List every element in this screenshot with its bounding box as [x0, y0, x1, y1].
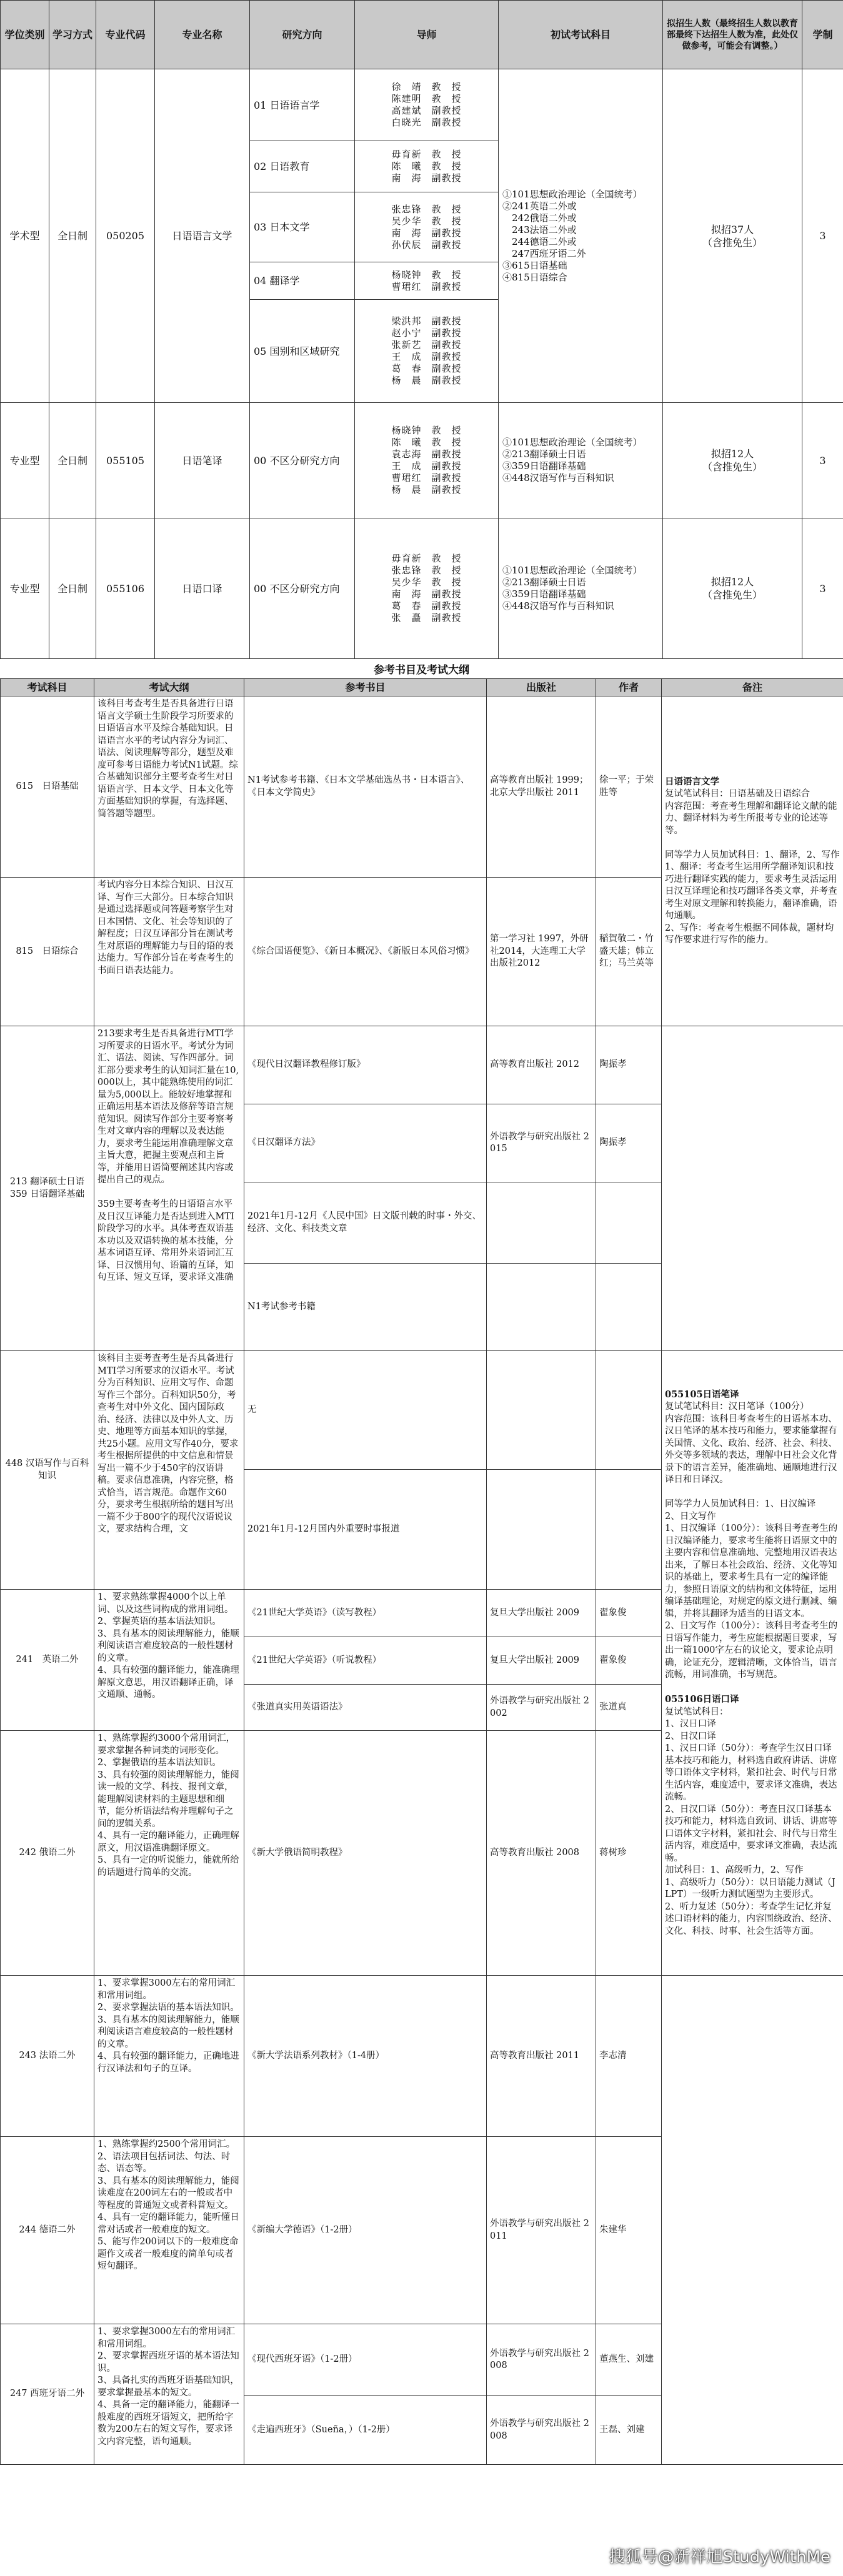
exam-subject: 242 俄语二外 — [1, 1731, 94, 1976]
reference-book: 《21世纪大学英语》（读写教程） — [244, 1590, 487, 1637]
reference-book: N1考试参考书籍 — [244, 1264, 487, 1351]
note-body: 复试笔试科目：汉日笔译（100分） 内容范围：该科目考查考生的日语基本功、汉日笔译的基本技巧和能力，要求能掌握有关国情、文化、政治、经济、社会、科技、外交等多领域的表达，理解中日社会文化背景下的语言差异，能准确地、通顺地进行汉译日和日译汉。 同等学力人员加试科目：1、日汉编译 2、日文写作 1、日汉编译（100分）：该科目考查考生的日汉编译能力，要求考生能将日语原文中的主要内容和信息准确地、完整地用汉语表达出来，了解日本社会政治、经济、文化等知识的基础上，要求考生具有一定的编译能力，参照日语原文的结构和文体特征，运用编译基础理论，对规定的原文进行删减、编辑，并将其翻译为适当的日语文本。 2、日文写作（100分）：该科目考查考生的日语写作能力，考生应能根据题目要求，写出一篇1000字左右的议论文，要求论点明确，论证充分，逻辑清晰，文体恰当，语言流畅，用词准确，书写规范。 — [665, 1402, 838, 1680]
years: 3 — [802, 518, 843, 659]
author — [596, 1470, 662, 1590]
exam-subject: 448 汉语写作与百科知识 — [1, 1351, 94, 1590]
author: 翟象俊 — [596, 1590, 662, 1637]
supervisor-list: 杨晓钟 教 授 陈 曦 教 授 袁志海 副教授 王 成 副教授 曹珺红 副教授 杨 晨 副教授 — [355, 403, 499, 518]
reference-book: 《新编大学德语》（1-2册） — [244, 2137, 487, 2324]
reference-book: 《新大学俄语简明教程》 — [244, 1731, 487, 1976]
note-heading: 055106日语口译 — [665, 1694, 739, 1705]
exam-subject: 244 德语二外 — [1, 2137, 94, 2324]
reference-book: 2021年1月-12月《人民中国》日文版刊载的时事・外交、经济、文化、科技类文章 — [244, 1182, 487, 1264]
research-direction: 05 国别和区域研究 — [250, 300, 355, 403]
exam-outline: 1、熟练掌握约3000个常用词汇，要求掌握各种词类的词形变化。 2、掌握俄语的基本语法知识。 3、具有较强的阅读理解能力，能阅读一般的文学、科技、报刊文章，能理解阅读材料的主题思想和细节，能分析语法结构并理解句子之间的逻辑关系。 4、具有一定的翻译能力，正确理解原文，用汉语准确翻译原文。 5、具有一定的听说能力，能就所给的话题进行简单的交流。 — [94, 1731, 244, 1976]
enrollment: 拟招12人 （含推免生） — [663, 518, 802, 659]
program-row — [1, 518, 843, 659]
years: 3 — [802, 69, 843, 403]
publisher: 外语教学与研究出版社 2008 — [487, 2324, 596, 2396]
reference-book: 《日汉翻译方法》 — [244, 1104, 487, 1182]
study-mode: 全日制 — [49, 403, 96, 518]
supervisor-list: 杨晓钟 教 授 曹珺红 副教授 — [355, 262, 499, 300]
header-outline: 考试大纲 — [94, 679, 244, 696]
major-code: 055105 — [96, 403, 155, 518]
note-empty — [662, 1026, 843, 1351]
header-subject: 考试科目 — [1, 679, 94, 696]
header-research-direction: 研究方向 — [250, 1, 355, 69]
author — [596, 1264, 662, 1351]
supervisor-list: 张忠锋 教 授 吴少华 教 授 南 海 副教授 孙伏辰 副教授 — [355, 192, 499, 262]
header-enrollment: 拟招生人数（最终招生人数以教育部最终下达招生人数为准，此处仅做参考，可能会有调整。） — [663, 1, 802, 69]
research-direction: 01 日语语言学 — [250, 69, 355, 141]
reference-book: 《现代日汉翻译教程修订版》 — [244, 1026, 487, 1104]
research-direction: 04 翻译学 — [250, 262, 355, 300]
publisher: 复旦大学出版社 2009 — [487, 1590, 596, 1637]
supervisor-list: 梁洪邦 副教授 赵小宁 副教授 张新艺 副教授 王 成 副教授 葛 春 副教授 杨 晨 副教授 — [355, 300, 499, 403]
publisher — [487, 1264, 596, 1351]
exam-outline: 1、要求掌握3000左右的常用词汇和常用词组。 2、要求掌握法语的基本语法知识。 3、具有基本的阅读理解能力，能顺利阅读语言难度较高的一般性题材的文章。 4、具有较强的翻译能力，正确地进行汉译法和句子的互译。 — [94, 1976, 244, 2137]
major-code: 050205 — [96, 69, 155, 403]
reference-row — [1, 1976, 843, 2137]
author — [596, 1182, 662, 1264]
reference-book: 2021年1月-12月国内外重要时事报道 — [244, 1470, 487, 1590]
publisher: 高等教育出版社 2012 — [487, 1026, 596, 1104]
years: 3 — [802, 403, 843, 518]
study-mode: 全日制 — [49, 518, 96, 659]
reference-book: 《新大学法语系列教材》（1-4册） — [244, 1976, 487, 2137]
header-books: 参考书目 — [244, 679, 487, 696]
publisher: 高等教育出版社 2011 — [487, 1976, 596, 2137]
reference-book: 《现代西班牙语》（1-2册） — [244, 2324, 487, 2396]
exam-outline: 该科目主要考查考生是否具备进行MTI学习所要求的汉语水平。考试分为百科知识、应用文写作、命题写作三个部分。百科知识50分，考查考生对中外文化、国内国际政治、经济、法律以及中外人文、历史、地理等方面基本知识的掌握，共25小题。应用文写作40分，要求考生根据所提供的中文信息和情景写出一篇不少于450字的汉语讲稿。要求信息准确，内容完整，格式恰当，语言规范。命题作文60分，要求考生根据所给的题目写出一篇不少于800字的现代汉语说议文，要求结构合理，文 — [94, 1351, 244, 1590]
note-mti — [662, 1351, 843, 1976]
major-name: 日语口译 — [155, 518, 250, 659]
reference-book: 《张道真实用英语语法》 — [244, 1685, 487, 1731]
publisher: 外语教学与研究出版社 2002 — [487, 1685, 596, 1731]
header-major-name: 专业名称 — [155, 1, 250, 69]
program-row — [1, 403, 843, 518]
exam-subjects: ①101思想政治理论（全国统考） ②241英语二外或 242俄语二外或 243法语二外或 244德语二外或 247西班牙语二外 ③615日语基础 ④815日语综合 — [499, 69, 663, 403]
author: 稲賀敬二・竹盛天雄；韩立红；马兰英等 — [596, 878, 662, 1026]
publisher: 第一学习社 1997，外研社2014，大连理工大学出版社2012 — [487, 878, 596, 1026]
reference-row — [1, 696, 843, 878]
exam-subjects: ①101思想政治理论（全国统考） ②213翻译硕士日语 ③359日语翻译基础 ④448汉语写作与百科知识 — [499, 518, 663, 659]
supervisor-list: 毋育新 教 授 张忠锋 教 授 吴少华 教 授 南 海 副教授 葛 春 副教授 张 矗 副教授 — [355, 518, 499, 659]
programs-table — [0, 0, 843, 659]
exam-subject: 213 翻译硕士日语 359 日语翻译基础 — [1, 1026, 94, 1351]
references-header-row — [1, 679, 843, 696]
publisher — [487, 1182, 596, 1264]
publisher: 高等教育出版社 2008 — [487, 1731, 596, 1976]
study-mode: 全日制 — [49, 69, 96, 403]
research-direction: 03 日本文学 — [250, 192, 355, 262]
publisher — [487, 1470, 596, 1590]
reference-book: 《综合国语便览》、《新日本概况》、《新版日本风俗习惯》 — [244, 878, 487, 1026]
publisher: 外语教学与研究出版社 2008 — [487, 2396, 596, 2465]
author — [596, 1351, 662, 1470]
author: 李志清 — [596, 1976, 662, 2137]
header-degree-type: 学位类别 — [1, 1, 49, 69]
exam-subject: 615 日语基础 — [1, 696, 94, 878]
header-publisher: 出版社 — [487, 679, 596, 696]
exam-subject: 247 西班牙语二外 — [1, 2324, 94, 2465]
research-direction: 00 不区分研究方向 — [250, 403, 355, 518]
author: 王磊、刘建 — [596, 2396, 662, 2465]
references-section-title: 参考书目及考试大纲 — [374, 664, 469, 676]
reference-row — [1, 1351, 843, 1470]
major-name: 日语笔译 — [155, 403, 250, 518]
degree-type: 专业型 — [1, 403, 49, 518]
exam-outline: 1、要求熟练掌握4000个以上单词、以及这些词构成的常用词组。 2、掌握英语的基本语法知识。 3、具有基本的阅读理解能力，能顺利阅读语言难度较高的一般性题材的文章。 4、具有较强的翻译能力，能准确理解原文意思，用汉语翻译正确，译文通顺、通畅。 — [94, 1590, 244, 1731]
author: 张道真 — [596, 1685, 662, 1731]
author: 陶振孝 — [596, 1104, 662, 1182]
author: 陶振孝 — [596, 1026, 662, 1104]
header-note: 备注 — [662, 679, 843, 696]
enrollment: 拟招37人 （含推免生） — [663, 69, 802, 403]
publisher: 复旦大学出版社 2009 — [487, 1637, 596, 1685]
enrollment: 拟招12人 （含推免生） — [663, 403, 802, 518]
author: 徐一平；于荣胜等 — [596, 696, 662, 878]
references-table — [0, 678, 843, 2465]
reference-book: 《走遍西班牙》（Sueña，）（1-2册） — [244, 2396, 487, 2465]
major-code: 055106 — [96, 518, 155, 659]
exam-outline: 1、要求掌握3000左右的常用词汇和常用词组。 2、要求掌握西班牙语的基本语法知识。 3、具备扎实的西班牙语基础知识，要求掌握最基本的短文。 4、具备一定的翻译能力，能翻译一般难度的西班牙语短文，把所给字数为200左右的短文写作，要求译文内容完整，语句通顺。 — [94, 2324, 244, 2465]
exam-subject: 241 英语二外 — [1, 1590, 94, 1731]
note-heading: 日语语言文学 — [665, 776, 719, 787]
note-body: 复试笔试科目：日语基础及日语综合 内容范围：考查考生理解和翻译论文献的能力、翻译材料为考生所报考专业的论述等等。 同等学力人员加试科目：1、翻译，2、写作 1、翻译：考查考生运用所学翻译知识和技巧进行翻译实践的能力，要求考生灵活运用日汉互译理论和技巧翻译各类文章，并考查考生对原文理解和转换能力，翻译准确，语句通顺。 2、写作：考查考生根据不同体裁，题材均写作要求进行写作的能力。 — [665, 789, 840, 945]
exam-outline: 213要求考生是否具备进行MTI学习所要求的日语水平。考试分为词汇、语法、阅读、写作四部分。词汇部分要求考生的认知词汇量在10,000以上，其中能熟练使用的词汇量为5,000以上。能较好地掌握和正确运用基本语法及修辞等语言规范知识。阅读写作部分主要考察考生对文章内容的理解以及表达能力，要求考生能运用准确理解文章主旨大意，把握主要观点和主旨等，并能用日语简要阐述其内容或提出自己的观点。 359主要考查考生的日语语言水平及日汉互译能力是否达到进入MTI阶段学习的水平。具体考查双语基本功以及双语转换的基本技能，分基本词语互译、常用外来语词汇互译、日汉惯用句、语篇的互译，知句互译、短文互译，要求译文准确 — [94, 1026, 244, 1351]
exam-subjects: ①101思想政治理论（全国统考） ②213翻译硕士日语 ③359日语翻译基础 ④448汉语写作与百科知识 — [499, 403, 663, 518]
degree-type: 专业型 — [1, 518, 49, 659]
reference-row — [1, 1026, 843, 1104]
exam-outline: 1、熟练掌握约2500个常用词汇。 2、语法项目包括词法、句法、时态、语态等。 3、具有基本的阅读理解能力，能阅读难度在200词左右的一般或者中等程度的普通短文或者科普短文。 4、具有一定的翻译能力，能听懂日常对话或者一般难度的短文。 5、能写作200词以下的一般难度命题作文或者一般难度的简单句或者短句翻译。 — [94, 2137, 244, 2324]
reference-book: 《21世纪大学英语》（听说教程） — [244, 1637, 487, 1685]
header-major-code: 专业代码 — [96, 1, 155, 69]
programs-header-row — [1, 1, 843, 69]
publisher: 外语教学与研究出版社 2015 — [487, 1104, 596, 1182]
exam-outline: 该科目考查考生是否具备进行日语语言文学硕士生阶段学习所要求的日语语言水平及综合基础知识。日语语言水平的考试内容分为词汇、语法、阅读理解等部分，题型及难度可参考日语能力考试N1试题。综合基础知识部分主要考查考生对日语语言学、日本文学、日本文化等方面基础知识的掌握，有选择题、简答题等题型。 — [94, 696, 244, 878]
header-supervisors: 导师 — [355, 1, 499, 69]
degree-type: 学术型 — [1, 69, 49, 403]
author: 朱建华 — [596, 2137, 662, 2324]
header-exam-subjects: 初试考试科目 — [499, 1, 663, 69]
watermark: 搜狐号@新祥旭StudyWithMe — [609, 2548, 831, 2567]
publisher — [487, 1351, 596, 1470]
research-direction: 02 日语教育 — [250, 141, 355, 192]
header-author: 作者 — [596, 679, 662, 696]
publisher: 外语教学与研究出版社 2011 — [487, 2137, 596, 2324]
publisher: 高等教育出版社 1999；北京大学出版社 2011 — [487, 696, 596, 878]
header-years: 学制 — [802, 1, 843, 69]
author: 董燕生、刘建 — [596, 2324, 662, 2396]
note-body: 复试笔试科目： 1、汉日口译 2、日汉口译 1、汉日口译（50分）：考查学生汉日口译基本技巧和能力，材料选自政府讲话、讲席等口语体文字材料，紧扣社会、时代与日常生活内容，难度适中，要求译文准确，表达流畅。 2、日汉口译（50分）：考查日汉口译基本技巧和能力，材料选自致词、讲话、讲席等口语体文字材料，紧扣社会、时代与日常生活内容，难度适中，要求译文准确，表达流畅。 加试科目：1、高级听力，2、写作 1、高级听力（50分）：以日语能力测试（JLPT）一级听力测试题型为主要形式。 2、听力复述（50分）：考查学生记忆并复述口语材料的能力，内容围绕政治、经济、文化、科技、时事、社会生活等方面。 — [665, 1707, 837, 1936]
major-name: 日语语言文学 — [155, 69, 250, 403]
supervisor-list: 徐 靖 教 授 陈建明 教 授 高建斌 副教授 白晓光 副教授 — [355, 69, 499, 141]
reference-book: N1考试参考书籍、《日本文学基础选丛书・日本语言》、《日本文学简史》 — [244, 696, 487, 878]
note-japanese-literature — [662, 696, 843, 1026]
exam-outline: 考试内容分日本综合知识、日汉互译、写作三大部分。日本综合知识是通过选择题或问答题考察学生对日本国情、文化、社会等知识的了解程度；日汉互译部分旨在测试考生对原语的理解能力与目的语的表达能力。写作部分旨在考查考生的书面日语表达能力。 — [94, 878, 244, 1026]
note-continued — [662, 1976, 843, 2465]
research-direction: 00 不区分研究方向 — [250, 518, 355, 659]
program-row — [1, 69, 843, 141]
exam-subject: 815 日语综合 — [1, 878, 94, 1026]
header-study-mode: 学习方式 — [49, 1, 96, 69]
author: 翟象俊 — [596, 1637, 662, 1685]
reference-book: 无 — [244, 1351, 487, 1470]
supervisor-list: 毋育新 教 授 陈 曦 教 授 南 海 副教授 — [355, 141, 499, 192]
exam-subject: 243 法语二外 — [1, 1976, 94, 2137]
note-heading: 055105日语笔译 — [665, 1389, 739, 1400]
author: 蒋树珍 — [596, 1731, 662, 1976]
